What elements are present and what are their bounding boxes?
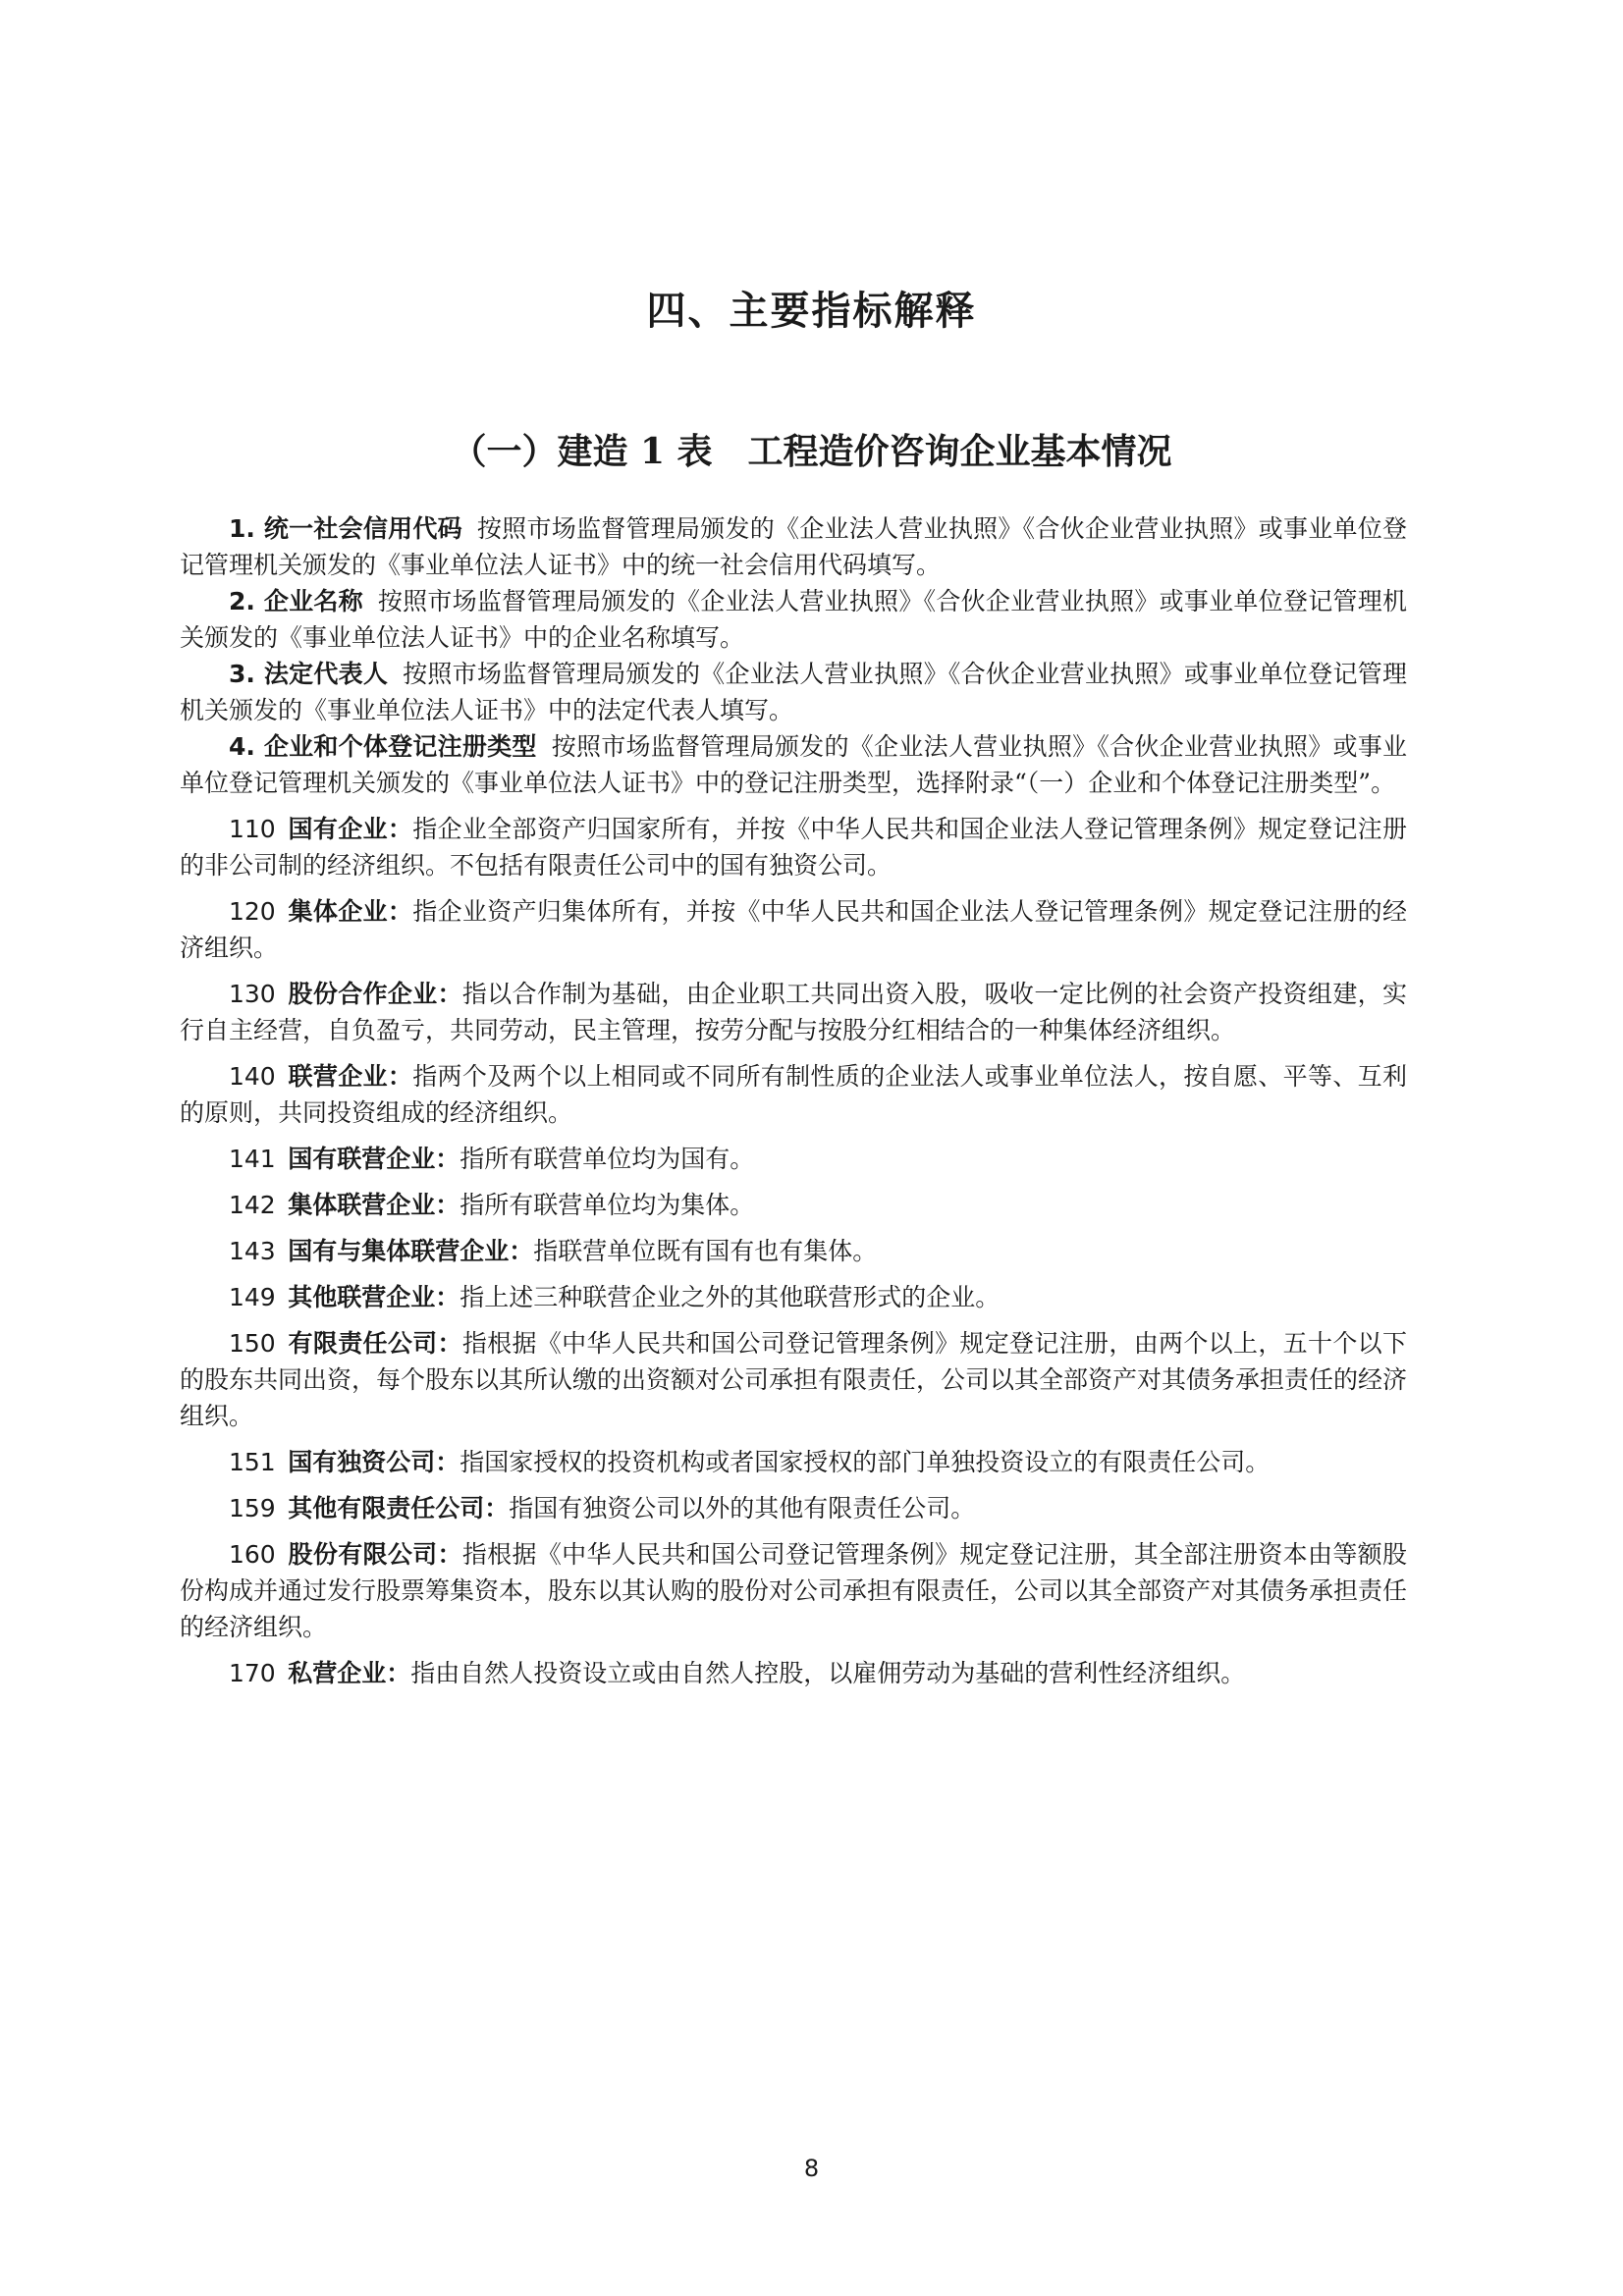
registration-type-142 bbox=[180, 1187, 1407, 1223]
indicator-item-registration-type bbox=[180, 728, 1407, 801]
type-code: 150 bbox=[229, 1329, 276, 1358]
type-code: 151 bbox=[229, 1448, 276, 1476]
type-term: 有限责任公司： bbox=[288, 1329, 462, 1358]
type-term: 私营企业： bbox=[288, 1659, 411, 1687]
type-term: 国有联营企业： bbox=[288, 1145, 460, 1173]
indicator-term: 2. 企业名称 bbox=[229, 587, 363, 615]
indicator-term: 4. 企业和个体登记注册类型 bbox=[229, 732, 537, 761]
type-term: 集体企业： bbox=[288, 897, 413, 926]
type-description: 指国有独资公司以外的其他有限责任公司。 bbox=[509, 1494, 976, 1522]
type-term: 国有企业： bbox=[288, 815, 413, 843]
type-term: 其他有限责任公司： bbox=[288, 1494, 510, 1522]
type-code: 149 bbox=[229, 1283, 276, 1311]
registration-type-149 bbox=[180, 1279, 1407, 1315]
registration-type-140 bbox=[180, 1058, 1407, 1131]
type-code: 130 bbox=[229, 980, 276, 1008]
indicator-description: 按照市场监督管理局颁发的《企业法人营业执照》《合伙企业营业执照》或事业单位登记管理机关颁发的《事业单位法人证书》中的企业名称填写。 bbox=[180, 587, 1407, 652]
indicator-item-company-name bbox=[180, 583, 1407, 656]
type-description: 指联营单位既有国有也有集体。 bbox=[533, 1237, 878, 1265]
page-number: 8 bbox=[803, 2155, 820, 2182]
indicator-description: 按照市场监督管理局颁发的《企业法人营业执照》《合伙企业营业执照》或事业单位登记管理机关颁发的《事业单位法人证书》中的统一社会信用代码填写。 bbox=[180, 514, 1407, 579]
type-term: 国有独资公司： bbox=[288, 1448, 460, 1476]
document-body bbox=[180, 510, 1407, 1691]
type-term: 集体联营企业： bbox=[288, 1191, 460, 1219]
registration-type-110 bbox=[180, 811, 1407, 883]
registration-type-170 bbox=[180, 1655, 1407, 1691]
type-code: 110 bbox=[229, 815, 276, 843]
type-code: 142 bbox=[229, 1191, 276, 1219]
indicator-term: 1. 统一社会信用代码 bbox=[229, 514, 462, 543]
indicator-item-credit-code bbox=[180, 510, 1407, 583]
type-description: 指所有联营单位均为国有。 bbox=[460, 1145, 755, 1173]
type-description: 指企业资产归集体所有，并按《中华人民共和国企业法人登记管理条例》规定登记注册的经济组织。 bbox=[180, 897, 1407, 962]
type-description: 指所有联营单位均为集体。 bbox=[460, 1191, 755, 1219]
type-code: 120 bbox=[229, 897, 276, 926]
registration-type-151 bbox=[180, 1444, 1407, 1480]
indicator-description: 按照市场监督管理局颁发的《企业法人营业执照》《合伙企业营业执照》或事业单位登记管理机关颁发的《事业单位法人证书》中的登记注册类型，选择附录“（一）企业和个体登记注册类型”。 bbox=[180, 732, 1407, 797]
registration-type-130 bbox=[180, 976, 1407, 1048]
type-description: 指两个及两个以上相同或不同所有制性质的企业法人或事业单位法人，按自愿、平等、互利的原则，共同投资组成的经济组织。 bbox=[180, 1062, 1407, 1127]
type-description: 指以合作制为基础，由企业职工共同出资入股，吸收一定比例的社会资产投资组建，实行自主经营，自负盈亏，共同劳动，民主管理，按劳分配与按股分红相结合的一种集体经济组织。 bbox=[180, 980, 1407, 1044]
indicator-item-legal-rep bbox=[180, 656, 1407, 728]
indicator-term: 3. 法定代表人 bbox=[229, 660, 389, 688]
section-title: （一）建造 1 表 工程造价咨询企业基本情况 bbox=[451, 431, 1172, 472]
type-description: 指根据《中华人民共和国公司登记管理条例》规定登记注册，其全部注册资本由等额股份构成并通过发行股票筹集资本，股东以其认购的股份对公司承担有限责任，公司以其全部资产对其债务承担责任的经济组织。 bbox=[180, 1540, 1408, 1641]
registration-type-150 bbox=[180, 1325, 1407, 1434]
type-term: 股份合作企业： bbox=[288, 980, 462, 1008]
registration-type-160 bbox=[180, 1536, 1407, 1645]
type-term: 其他联营企业： bbox=[288, 1283, 460, 1311]
type-code: 140 bbox=[229, 1062, 276, 1091]
type-code: 141 bbox=[229, 1145, 276, 1173]
indicator-description: 按照市场监督管理局颁发的《企业法人营业执照》《合伙企业营业执照》或事业单位登记管理机关颁发的《事业单位法人证书》中的法定代表人填写。 bbox=[180, 660, 1407, 724]
type-code: 159 bbox=[229, 1494, 276, 1522]
type-description: 指上述三种联营企业之外的其他联营形式的企业。 bbox=[460, 1283, 1001, 1311]
type-code: 170 bbox=[229, 1659, 276, 1687]
type-term: 联营企业： bbox=[288, 1062, 413, 1091]
type-description: 指国家授权的投资机构或者国家授权的部门单独投资设立的有限责任公司。 bbox=[460, 1448, 1271, 1476]
registration-type-143 bbox=[180, 1233, 1407, 1269]
registration-type-120 bbox=[180, 893, 1407, 966]
registration-type-141 bbox=[180, 1141, 1407, 1177]
type-description: 指企业全部资产归国家所有，并按《中华人民共和国企业法人登记管理条例》规定登记注册的非公司制的经济组织。不包括有限责任公司中的国有独资公司。 bbox=[180, 815, 1407, 880]
type-term: 股份有限公司： bbox=[288, 1540, 462, 1569]
type-term: 国有与集体联营企业： bbox=[288, 1237, 534, 1265]
type-description: 指由自然人投资设立或由自然人控股，以雇佣劳动为基础的营利性经济组织。 bbox=[410, 1659, 1246, 1687]
registration-type-159 bbox=[180, 1490, 1407, 1526]
page-title: 四、主要指标解释 bbox=[646, 289, 977, 334]
type-code: 143 bbox=[229, 1237, 276, 1265]
type-description: 指根据《中华人民共和国公司登记管理条例》规定登记注册，由两个以上，五十个以下的股东共同出资，每个股东以其所认缴的出资额对公司承担有限责任，公司以其全部资产对其债务承担责任的经济组织。 bbox=[180, 1329, 1408, 1430]
type-code: 160 bbox=[229, 1540, 276, 1569]
